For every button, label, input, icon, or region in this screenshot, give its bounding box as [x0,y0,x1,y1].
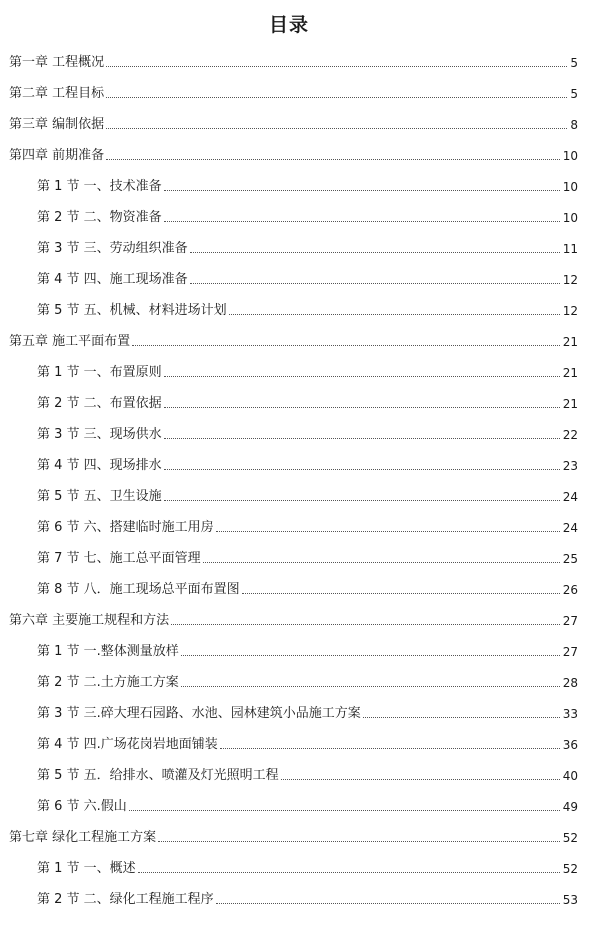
toc-page-number: 5 [570,56,578,70]
toc-entry-label: 第 2 节 二、布置依据 [37,396,162,411]
toc-entry-label: 第 5 节 五、机械、材料进场计划 [37,303,227,318]
toc-page-number: 24 [562,521,578,535]
toc-entry-label: 第 1 节 一、布置原则 [37,365,162,380]
toc-page-number: 33 [562,707,578,721]
toc-chapter-entry[interactable] [0,46,578,77]
toc-entry-label: 第 6 节 六.假山 [37,799,127,814]
toc-section-entry[interactable] [0,759,578,790]
toc-section-entry[interactable] [0,697,578,728]
toc-chapter-entry[interactable] [0,325,578,356]
dot-leader [363,717,560,718]
toc-entry-label: 第 8 节 八．施工现场总平面布置图 [37,582,240,597]
toc-section-entry[interactable] [0,418,578,449]
dot-leader [190,283,560,284]
toc-chapter-entry[interactable] [0,108,578,139]
toc-page-number: 12 [562,304,578,318]
toc-section-entry[interactable] [0,356,578,387]
dot-leader [216,531,560,532]
toc-section-entry[interactable] [0,542,578,573]
toc-entry-label: 第 2 节 二、物资准备 [37,210,162,225]
dot-leader [203,562,560,563]
toc-section-entry[interactable] [0,728,578,759]
dot-leader [242,593,560,594]
dot-leader [164,500,560,501]
toc-entry-label: 第 5 节 五．给排水、喷灌及灯光照明工程 [37,768,279,783]
toc-page-number: 49 [562,800,578,814]
toc-page-number: 21 [562,366,578,380]
toc-entry-label: 第二章 工程目标 [9,86,105,101]
toc-section-entry[interactable] [0,294,578,325]
toc-page-number: 21 [562,397,578,411]
toc-entry-label: 第 2 节 二.土方施工方案 [37,675,179,690]
toc-page-number: 52 [562,831,578,845]
toc-chapter-entry[interactable] [0,139,578,170]
toc-entry-label: 第 1 节 一、概述 [37,861,136,876]
toc-entry-label: 第 4 节 四、施工现场准备 [37,272,188,287]
dot-leader [132,345,560,346]
toc-page-number: 27 [562,614,578,628]
toc-page-number: 25 [562,552,578,566]
dot-leader [138,872,560,873]
toc-page-number: 8 [570,118,578,132]
dot-leader [216,903,560,904]
dot-leader [164,469,560,470]
toc-entry-label: 第 1 节 一、技术准备 [37,179,162,194]
toc-section-entry[interactable] [0,573,578,604]
dot-leader [181,655,560,656]
dot-leader [106,159,560,160]
toc-entry-label: 第三章 编制依据 [9,117,105,132]
toc-page-number: 11 [562,242,578,256]
toc-page-number: 53 [562,893,578,907]
dot-leader [171,624,560,625]
toc-entry-label: 第五章 施工平面布置 [9,334,131,349]
toc-chapter-entry[interactable] [0,77,578,108]
toc-page-number: 5 [570,87,578,101]
toc-page-number: 12 [562,273,578,287]
toc-list [0,46,578,914]
toc-chapter-entry[interactable] [0,821,578,852]
toc-section-entry[interactable] [0,790,578,821]
dot-leader [106,97,567,98]
toc-page-number: 40 [562,769,578,783]
toc-section-entry[interactable] [0,232,578,263]
dot-leader [106,128,567,129]
toc-section-entry[interactable] [0,263,578,294]
toc-entry-label: 第 4 节 四.广场花岗岩地面铺装 [37,737,218,752]
dot-leader [164,438,560,439]
toc-page-number: 28 [562,676,578,690]
toc-entry-label: 第 6 节 六、搭建临时施工用房 [37,520,214,535]
toc-section-entry[interactable] [0,883,578,914]
toc-entry-label: 第一章 工程概况 [9,55,105,70]
toc-page-number: 26 [562,583,578,597]
toc-section-entry[interactable] [0,170,578,201]
dot-leader [281,779,560,780]
toc-entry-label: 第七章 绿化工程施工方案 [9,830,157,845]
dot-leader [229,314,560,315]
toc-section-entry[interactable] [0,511,578,542]
toc-page-number: 24 [562,490,578,504]
dot-leader [181,686,560,687]
toc-entry-label: 第 1 节 一.整体测量放样 [37,644,179,659]
dot-leader [129,810,560,811]
toc-page-number: 22 [562,428,578,442]
dot-leader [164,190,560,191]
toc-entry-label: 第 7 节 七、施工总平面管理 [37,551,201,566]
dot-leader [164,221,560,222]
dot-leader [164,376,560,377]
dot-leader [220,748,560,749]
toc-entry-label: 第 3 节 三.碎大理石园路、水池、园林建筑小品施工方案 [37,706,361,721]
toc-page-number: 10 [562,180,578,194]
toc-entry-label: 第 5 节 五、卫生设施 [37,489,162,504]
dot-leader [164,407,560,408]
toc-entry-label: 第 4 节 四、现场排水 [37,458,162,473]
toc-section-entry[interactable] [0,666,578,697]
toc-section-entry[interactable] [0,635,578,666]
toc-page-number: 10 [562,211,578,225]
toc-entry-label: 第六章 主要施工规程和方法 [9,613,170,628]
toc-entry-label: 第 2 节 二、绿化工程施工程序 [37,892,214,907]
toc-page-number: 10 [562,149,578,163]
toc-section-entry[interactable] [0,449,578,480]
toc-page-number: 27 [562,645,578,659]
toc-page-number: 36 [562,738,578,752]
toc-entry-label: 第 3 节 三、劳动组织准备 [37,241,188,256]
toc-entry-label: 第四章 前期准备 [9,148,105,163]
toc-page-number: 21 [562,335,578,349]
dot-leader [158,841,560,842]
toc-section-entry[interactable] [0,852,578,883]
dot-leader [106,66,567,67]
toc-chapter-entry[interactable] [0,604,578,635]
toc-page-number: 52 [562,862,578,876]
toc-page-number: 23 [562,459,578,473]
dot-leader [190,252,560,253]
toc-section-entry[interactable] [0,480,578,511]
toc-section-entry[interactable] [0,387,578,418]
toc-section-entry[interactable] [0,201,578,232]
page-title: 目录 [268,14,309,36]
toc-entry-label: 第 3 节 三、现场供水 [37,427,162,442]
